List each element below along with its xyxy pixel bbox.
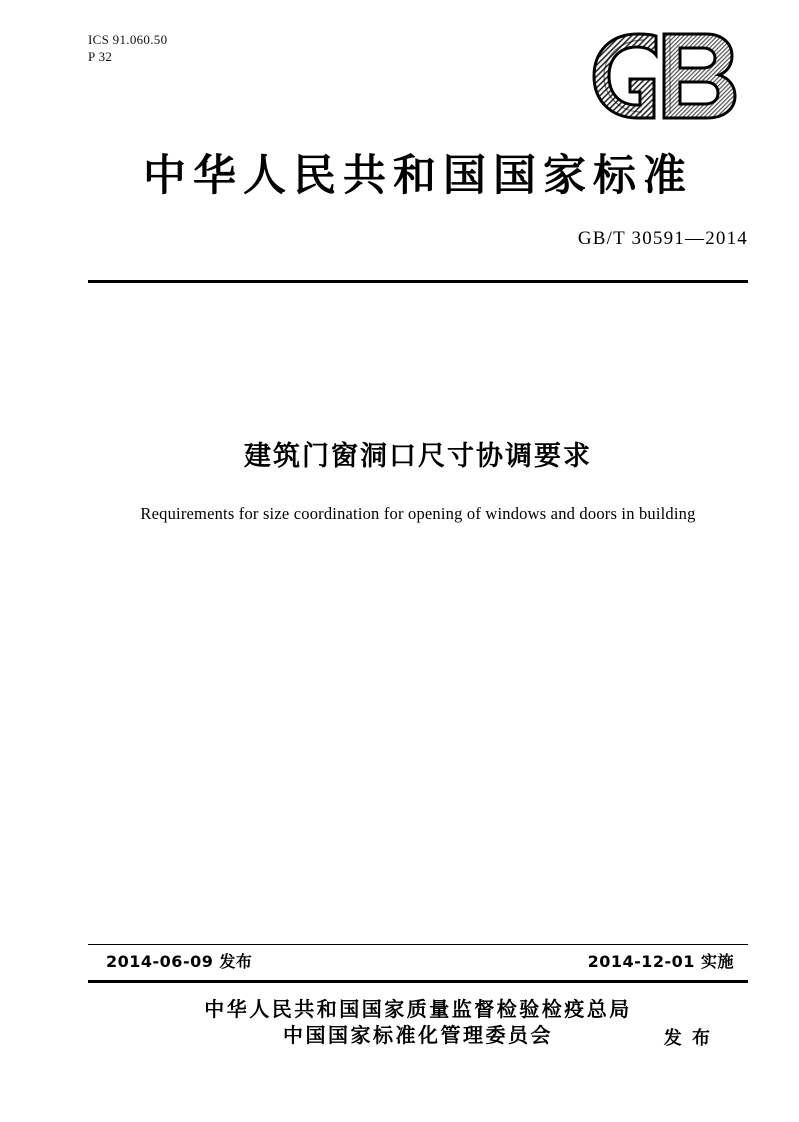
- issue-date: 2014-06-09 发布: [106, 952, 253, 971]
- divider-bottom-thin: [88, 944, 748, 945]
- classification-code: P 32: [88, 49, 113, 65]
- publisher-line-1: 中华人民共和国国家质量监督检验检疫总局: [204, 997, 632, 1021]
- divider-top: [88, 280, 748, 283]
- national-standard-title: 中华人民共和国国家标准: [143, 151, 693, 201]
- gb-logo-icon: [580, 24, 748, 124]
- document-title-chinese: 建筑门窗洞口尺寸协调要求: [244, 441, 592, 472]
- ics-code: ICS 91.060.50: [88, 32, 168, 47]
- date-row: [88, 949, 748, 977]
- cover-content: [88, 24, 748, 1094]
- implementation-date: 2014-12-01 实施: [587, 952, 734, 971]
- publish-label: 发 布: [663, 1028, 712, 1049]
- publisher-block: [88, 996, 748, 1049]
- standard-number: GB/T 30591—2014: [577, 228, 748, 249]
- divider-bottom-thick: [88, 980, 748, 983]
- publisher-line-2: 中国国家标准化管理委员会: [283, 1023, 553, 1048]
- document-title-english: Requirements for size coordination for opening of windows and doors in building: [140, 504, 696, 523]
- ics-block: [88, 32, 167, 66]
